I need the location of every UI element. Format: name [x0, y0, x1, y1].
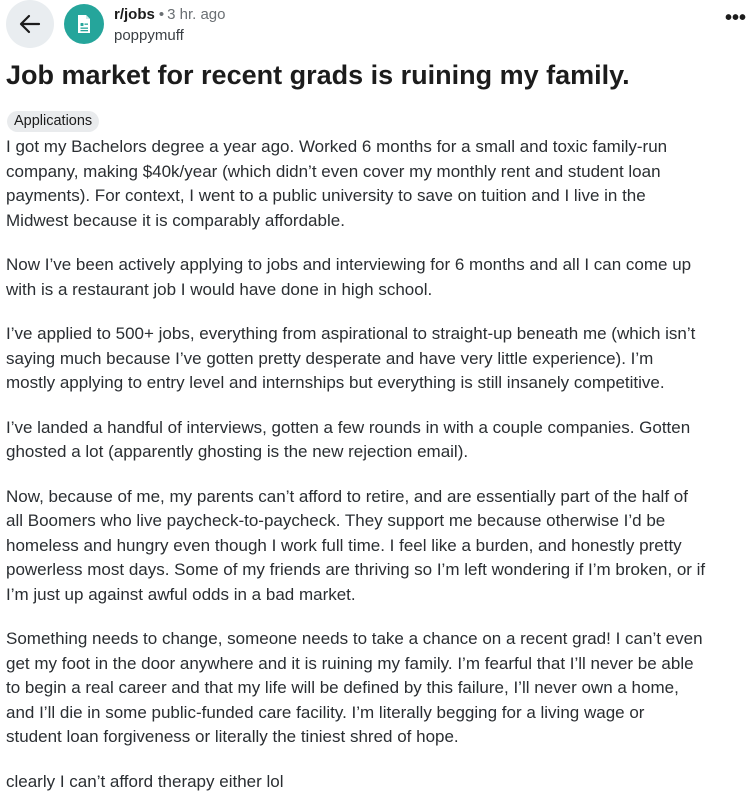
body-paragraph: [6, 485, 748, 608]
arrow-left-icon: [17, 11, 43, 37]
body-line: saying much because I’ve gotten pretty desperate and have very little experience). I’m: [6, 348, 654, 368]
post-meta: [114, 5, 226, 25]
body-paragraph: [6, 253, 748, 302]
subreddit-name[interactable]: r/jobs: [114, 6, 155, 23]
body-line: mostly applying to entry level and internships but everything is still insanely competitive.: [6, 373, 665, 392]
post-title: Job market for recent grads is ruining my family.: [6, 60, 630, 90]
more-horizontal-icon: •••: [724, 7, 746, 29]
back-button[interactable]: [6, 0, 54, 48]
more-options-button[interactable]: [724, 7, 746, 29]
subreddit-avatar[interactable]: [64, 4, 104, 44]
body-line: student loan forgiveness or literally the tiniest shred of hope.: [6, 727, 459, 746]
meta-separator: •: [158, 6, 165, 23]
body-paragraph: [6, 135, 748, 233]
body-line: and I’ll die in some public-funded care facility. I’m literally begging for a living wage or: [6, 702, 645, 722]
body-line: ghosted a lot (apparently ghosting is the new rejection email).: [6, 442, 469, 461]
body-line: to begin a real career and that my life will be defined by this failure, I’ll never own a home,: [6, 678, 679, 697]
document-icon: [73, 13, 95, 35]
body-paragraph: [6, 322, 748, 396]
post-flair[interactable]: Applications: [7, 111, 99, 132]
body-paragraph: [6, 627, 748, 750]
body-line: clearly I can’t afford therapy either lol: [6, 771, 284, 791]
body-line: powerless most days. Some of my friends are thriving so I’m left wondering if I’m broken, or if: [6, 560, 706, 579]
body-line: I’m just up against awful odds in a bad market.: [6, 584, 356, 604]
post-time: 3 hr. ago: [167, 6, 226, 23]
body-line: I’ve applied to 500+ jobs, everything from aspirational to straight-up beneath me (which isn’t: [6, 324, 696, 343]
body-line: Something needs to change, someone needs to take a chance on a recent grad! I can’t even: [6, 629, 703, 648]
body-line: Now, because of me, my parents can’t afford to retire, and are essentially part of the half of: [6, 486, 688, 506]
post-body: [6, 135, 748, 800]
body-line: I got my Bachelors degree a year ago. Worked 6 months for a small and toxic family-run: [6, 137, 668, 156]
body-line: with is a restaurant job I would have done in high school.: [6, 279, 433, 299]
body-line: all Boomers who live paycheck-to-paycheck. They support me because otherwise I’d be: [6, 511, 666, 530]
body-line: homeless and hungry even though I work full time. I feel like a burden, and honestly pretty: [6, 535, 682, 555]
body-line: payments). For context, I went to a public university to save on tuition and I live in the: [6, 186, 646, 205]
body-line: Midwest because it is comparably affordable.: [6, 210, 345, 230]
body-paragraph: [6, 416, 748, 465]
post-header: [0, 0, 756, 50]
body-line: company, making $40k/year (which didn’t even cover my monthly rent and student loan: [6, 161, 661, 181]
author-name[interactable]: poppymuff: [114, 27, 184, 44]
body-paragraph: [6, 770, 748, 795]
body-line: get my foot in the door anywhere and it is ruining my family. I’m fearful that I’ll never be able: [6, 653, 694, 673]
body-line: Now I’ve been actively applying to jobs and interviewing for 6 months and all I can come up: [6, 255, 692, 274]
body-line: I’ve landed a handful of interviews, gotten a few rounds in with a couple companies. Gotten: [6, 417, 691, 437]
